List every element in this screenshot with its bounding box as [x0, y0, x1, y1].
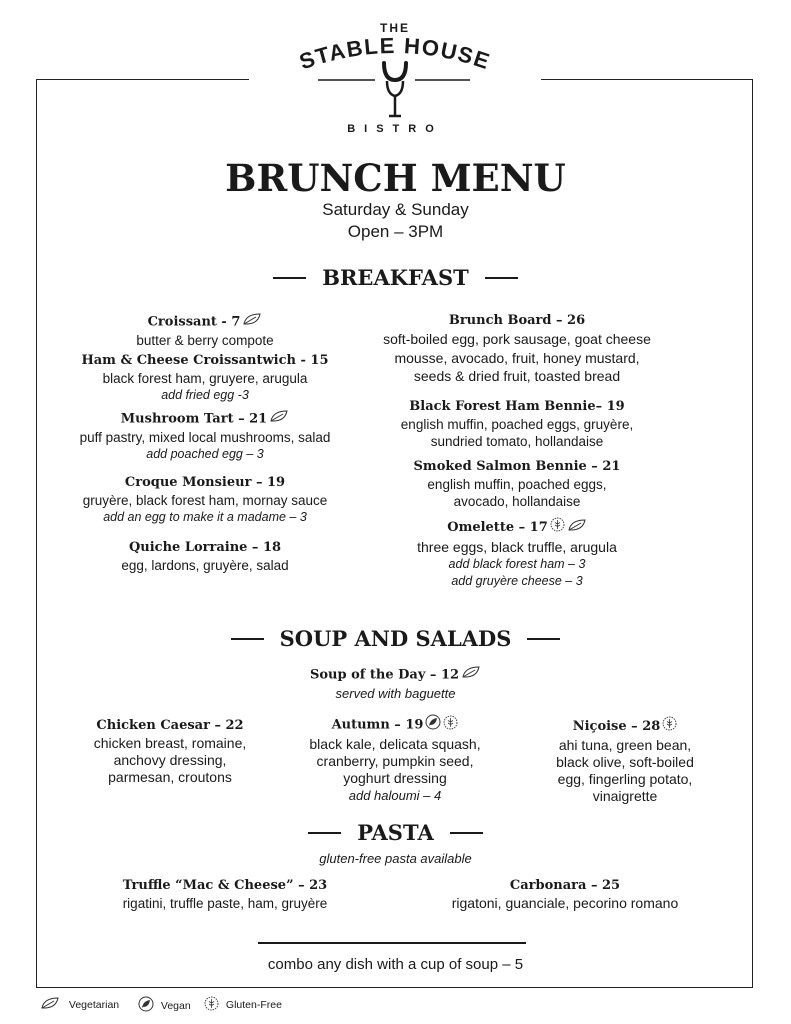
item-description: egg, fingerling potato,	[557, 771, 693, 787]
vegetarian-icon	[269, 409, 289, 429]
item-name: Quiche Lorraine – 18	[128, 540, 282, 555]
soup-of-the-day	[200, 665, 591, 702]
item-name: Niçoise – 28	[572, 719, 661, 734]
menu-hours: Open – 3PM	[347, 222, 444, 241]
pasta-note: gluten-free pasta available	[319, 851, 472, 866]
section-pasta-heading: PASTA	[0, 820, 791, 845]
item-description: egg, lardons, gruyère, salad	[121, 558, 289, 573]
menu-item	[285, 714, 505, 804]
item-description: soft-boiled egg, pork sausage, goat cheese	[383, 331, 651, 347]
item-addon: add fried egg -3	[161, 388, 249, 402]
item-description: cranberry, pumpkin seed,	[316, 753, 474, 769]
section-soup-heading: SOUP AND SALADS	[0, 626, 791, 651]
vegetarian-icon	[461, 665, 481, 685]
item-description: sundried tomato, hollandaise	[430, 434, 604, 449]
menu-item	[530, 716, 720, 805]
heading-dash	[231, 638, 264, 640]
item-name: Mushroom Tart – 21	[120, 411, 268, 427]
item-name: Croque Monsieur – 19	[124, 475, 286, 490]
item-addon: add gruyère cheese – 3	[451, 574, 583, 588]
menu-item	[372, 517, 662, 590]
vegetarian-icon	[242, 312, 262, 332]
item-description: english muffin, poached eggs, gruyère,	[400, 417, 634, 432]
legend-vegetarian	[40, 996, 119, 1013]
heading-dash	[485, 277, 518, 279]
combo-divider	[258, 942, 526, 944]
section-breakfast-heading: BREAKFAST	[0, 265, 791, 290]
item-description: parmesan, croutons	[108, 769, 232, 785]
item-description: yoghurt dressing	[343, 770, 447, 786]
item-description: mousse, avocado, fruit, honey mustard,	[394, 349, 640, 366]
horseshoe-icon	[384, 63, 406, 80]
item-description: english muffin, poached eggs,	[427, 477, 607, 492]
menu-days: Saturday & Sunday	[322, 200, 469, 219]
logo-name: STABLE HOUSE	[296, 32, 494, 75]
legend-vegan	[138, 996, 191, 1015]
menu-item	[40, 409, 370, 463]
gluten-free-icon	[550, 517, 565, 538]
item-description: rigatoni, guanciale, pecorino romano	[451, 895, 679, 911]
menu-item	[415, 877, 715, 912]
frame-bottom-border	[36, 987, 753, 988]
heading-dash	[450, 832, 483, 834]
gluten-free-icon	[443, 715, 458, 736]
item-name: Omelette – 17	[447, 520, 548, 535]
item-name: Ham & Cheese Croissantwich - 15	[81, 353, 329, 368]
menu-item	[40, 539, 370, 574]
item-description: black forest ham, gruyere, arugula	[102, 371, 308, 386]
item-description: avocado, hollandaise	[453, 494, 581, 509]
menu-item	[372, 398, 662, 450]
item-description: chicken breast, romaine,	[93, 735, 247, 751]
item-addon: add black forest ham – 3	[448, 557, 586, 571]
gluten-free-icon	[662, 716, 677, 737]
item-addon: add poached egg – 3	[146, 447, 264, 461]
item-description: anchovy dressing,	[113, 752, 227, 768]
item-addon: add haloumi – 4	[348, 788, 442, 803]
item-description: seeds & dried fruit, toasted bread	[413, 368, 621, 384]
vegan-icon	[425, 714, 441, 736]
menu-item	[40, 352, 370, 404]
menu-item	[70, 717, 270, 786]
gluten-free-icon	[204, 1002, 219, 1014]
item-description: black kale, delicata squash,	[309, 736, 481, 752]
legend-label: Vegan	[160, 999, 191, 1012]
item-name: Croissant - 7	[147, 314, 241, 330]
item-description: butter & berry compote	[136, 333, 274, 348]
item-addon: served with baguette	[335, 686, 456, 701]
legend-label: Gluten-Free	[225, 999, 282, 1011]
menu-item	[372, 458, 662, 510]
vegan-icon	[138, 1003, 154, 1015]
item-description: gruyère, black forest ham, mornay sauce	[82, 493, 328, 508]
item-name: Smoked Salmon Bennie – 21	[413, 459, 621, 474]
menu-item	[372, 312, 662, 386]
legend-label: Vegetarian	[68, 998, 120, 1011]
heading-dash	[527, 638, 560, 640]
vegetarian-icon	[567, 518, 587, 538]
page-title: BRUNCH MENU	[225, 156, 566, 200]
vegetarian-icon	[40, 1001, 60, 1013]
logo-bistro: BISTRO	[347, 123, 443, 135]
item-name: Truffle “Mac & Cheese” – 23	[122, 878, 328, 893]
item-description: three eggs, black truffle, arugula	[417, 539, 617, 555]
frame-top-left-border	[36, 79, 249, 80]
heading-dash	[308, 832, 341, 834]
item-name: Black Forest Ham Bennie– 19	[409, 399, 625, 414]
logo-the: THE	[380, 21, 410, 35]
item-description: ahi tuna, green bean,	[558, 737, 692, 753]
item-name: Autumn – 19	[331, 717, 424, 733]
frame-top-right-border	[541, 79, 753, 80]
item-description: rigatini, truffle paste, ham, gruyère	[122, 896, 328, 911]
item-description: puff pastry, mixed local mushrooms, salad	[79, 430, 331, 445]
item-description: black olive, soft-boiled	[556, 754, 694, 770]
wine-glass-icon	[387, 81, 403, 96]
menu-item	[100, 877, 350, 912]
heading-dash	[273, 277, 306, 279]
combo-note: combo any dish with a cup of soup – 5	[267, 956, 524, 973]
item-name: Soup of the Day – 12	[309, 667, 460, 683]
item-name: Chicken Caesar – 22	[96, 718, 244, 733]
item-addon: add an egg to make it a madame – 3	[103, 510, 307, 524]
menu-item	[40, 474, 370, 526]
legend-gluten-free	[204, 996, 282, 1014]
menu-item	[40, 312, 370, 349]
item-name: Carbonara – 25	[509, 878, 621, 893]
item-name: Brunch Board – 26	[448, 313, 586, 328]
item-description: vinaigrette	[592, 788, 658, 804]
logo	[270, 30, 520, 125]
